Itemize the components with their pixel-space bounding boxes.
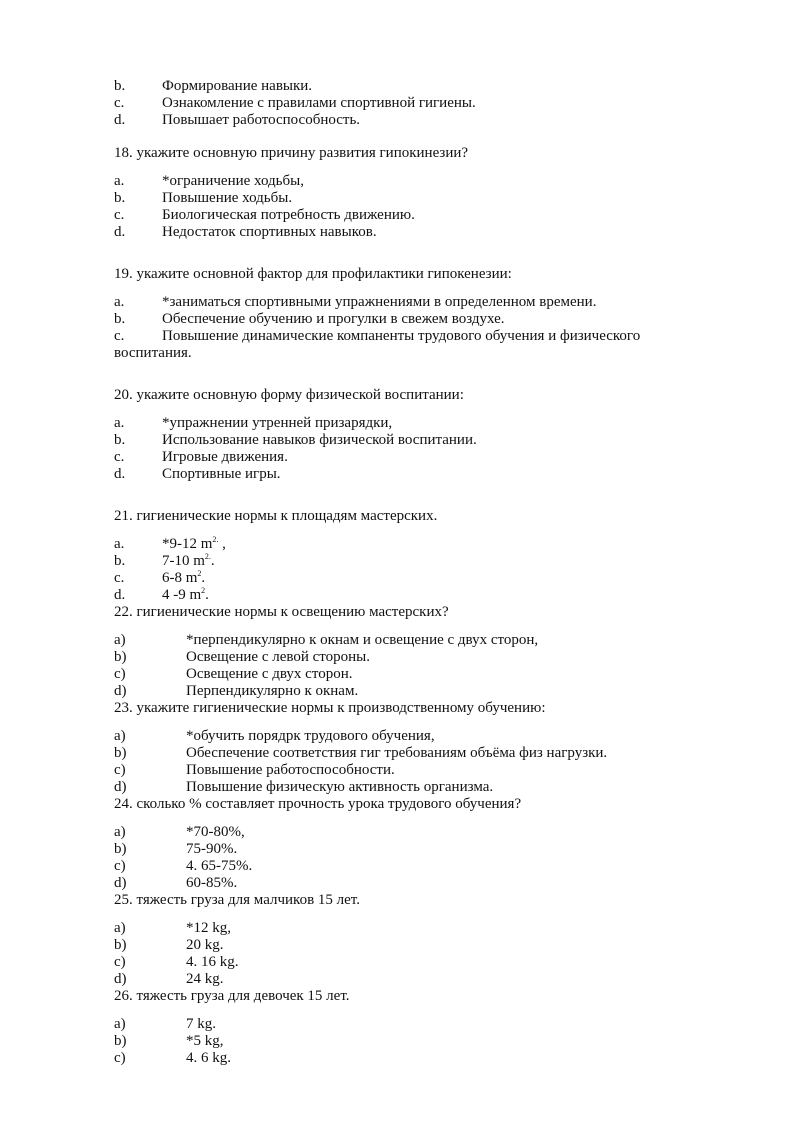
option-text: 60-85%.	[186, 875, 238, 891]
option-marker: d.	[114, 466, 126, 482]
option-text: Ознакомление с правилами спортивной гигиены.	[162, 95, 476, 111]
option-text: Повышение физическую активность организма.	[186, 779, 494, 795]
superscript: 2	[201, 586, 206, 595]
option-marker: b.	[114, 553, 126, 569]
answer-option	[114, 858, 253, 875]
answer-option	[114, 649, 370, 666]
answer-option	[114, 1050, 231, 1067]
answer-option	[114, 432, 477, 449]
question-text: 19. укажите основной фактор для профилактики гипокенезии:	[114, 266, 512, 282]
superscript: 2.	[212, 535, 219, 544]
option-marker: c)	[114, 1050, 126, 1066]
option-text: *обучить порядрк трудового обучения,	[186, 728, 435, 744]
option-text: Формирование навыки.	[162, 78, 313, 94]
option-text: *упражнении утренней призарядки,	[162, 415, 393, 431]
option-marker: b.	[114, 190, 126, 206]
question-text: 20. укажите основную форму физической воспитании:	[114, 387, 464, 403]
answer-option	[114, 683, 359, 700]
answer-option	[114, 666, 353, 683]
option-text: 4 -9 $m^2$.	[162, 586, 209, 603]
option-text: Повышает работоспособность.	[162, 112, 361, 128]
option-marker: b.	[114, 432, 126, 448]
answer-option	[114, 207, 415, 224]
option-text: Игровые движения.	[162, 449, 288, 465]
answer-option	[114, 920, 231, 937]
answer-option	[114, 937, 224, 954]
answer-option	[114, 779, 494, 796]
superscript: 2	[197, 569, 202, 578]
option-marker: b)	[114, 745, 127, 761]
option-text: 24 kg.	[186, 971, 224, 987]
option-marker: b)	[114, 649, 127, 665]
option-text: *12 kg,	[186, 920, 231, 936]
option-text: 7-10 $m^{2.}$.	[162, 552, 215, 569]
answer-option	[114, 78, 313, 95]
answer-option	[114, 328, 641, 345]
option-marker: c)	[114, 954, 126, 970]
answer-option	[114, 971, 224, 988]
answer-option	[114, 841, 238, 858]
option-text: Повышение работоспособности.	[186, 762, 395, 778]
option-text: Перпендикулярно к окнам.	[186, 683, 359, 699]
option-text: *5 kg,	[186, 1033, 224, 1049]
option-text: *ограничение ходьбы,	[162, 173, 304, 189]
option-text: 75-90%.	[186, 841, 238, 857]
option-text: Использование навыков физической воспитании.	[162, 432, 477, 448]
answer-option	[114, 586, 209, 604]
option-marker: a)	[114, 824, 126, 840]
option-text: Освещение с двух сторон.	[186, 666, 353, 682]
answer-option	[114, 728, 435, 745]
option-text: *перпендикулярно к окнам и освещение с двух сторон,	[186, 632, 539, 648]
continuation-text: воспитания.	[114, 345, 192, 361]
option-marker: c.	[114, 95, 125, 111]
option-text: 4. 65-75%.	[186, 858, 253, 874]
option-text: Обеспечение обучению и прогулки в свежем воздухе.	[162, 311, 505, 327]
answer-option	[114, 745, 608, 762]
question-text: 18. укажите основную причину развития гипокинезии?	[114, 145, 469, 161]
question-text: 22. гигиенические нормы к освещению мастерских?	[114, 604, 449, 620]
option-marker: d)	[114, 683, 127, 699]
option-marker: a)	[114, 920, 126, 936]
option-marker: a.	[114, 536, 125, 552]
answer-option	[114, 632, 539, 649]
question-text: 26. тяжесть груза для девочек 15 лет.	[114, 988, 350, 1004]
option-text: 4. 16 kg.	[186, 954, 239, 970]
option-marker: c)	[114, 762, 126, 778]
option-marker: b)	[114, 841, 127, 857]
option-text: 20 kg.	[186, 937, 224, 953]
option-marker: a)	[114, 1016, 126, 1032]
option-marker: d.	[114, 587, 126, 603]
answer-option	[114, 535, 226, 553]
question-text: 23. укажите гигиенические нормы к производственному обучению:	[114, 700, 546, 716]
option-marker: c.	[114, 570, 125, 586]
option-marker: c.	[114, 207, 125, 223]
option-text: 4. 6 kg.	[186, 1050, 231, 1066]
option-marker: d.	[114, 112, 126, 128]
answer-option	[114, 824, 245, 841]
option-text: 7 kg.	[186, 1016, 216, 1032]
option-marker: a.	[114, 173, 125, 189]
option-marker: c.	[114, 328, 125, 344]
question-text: 21. гигиенические нормы к площадям мастерских.	[114, 508, 438, 524]
answer-option	[114, 466, 281, 483]
option-text: Освещение с левой стороны.	[186, 649, 370, 665]
option-marker: a.	[114, 294, 125, 310]
option-text: Повышение ходьбы.	[162, 190, 293, 206]
option-text: 6-8 $m^2$.	[162, 569, 206, 586]
answer-option	[114, 762, 395, 779]
answer-option	[114, 294, 597, 311]
answer-option	[114, 1016, 216, 1033]
answer-option	[114, 954, 239, 971]
option-marker: d)	[114, 875, 127, 891]
answer-option	[114, 1033, 224, 1050]
option-marker: a)	[114, 728, 126, 744]
question-text: 24. сколько % составляет прочность урока трудового обучения?	[114, 796, 522, 812]
answer-option	[114, 311, 505, 328]
superscript: 2.	[204, 552, 211, 561]
option-text: *заниматься спортивными упражнениями в определенном времени.	[162, 294, 597, 310]
option-marker: d)	[114, 971, 127, 987]
answer-option	[114, 415, 393, 432]
answer-option	[114, 190, 293, 207]
answer-option	[114, 449, 288, 466]
option-text: Обеспечение соответствия гиг требованиям объёма физ нагрузки.	[186, 745, 608, 761]
answer-option	[114, 95, 476, 112]
option-marker: c)	[114, 858, 126, 874]
option-marker: b)	[114, 1033, 127, 1049]
option-text: Повышение динамические компаненты трудового обучения и физического	[162, 328, 641, 344]
option-marker: d)	[114, 779, 127, 795]
answer-option	[114, 224, 377, 241]
answer-option	[114, 112, 361, 129]
option-marker: a)	[114, 632, 126, 648]
option-marker: a.	[114, 415, 125, 431]
option-marker: c)	[114, 666, 126, 682]
option-marker: b.	[114, 78, 126, 94]
option-text: *70-80%,	[186, 824, 245, 840]
answer-option	[114, 552, 215, 570]
option-marker: b)	[114, 937, 127, 953]
option-marker: c.	[114, 449, 125, 465]
answer-option	[114, 173, 304, 190]
option-text: *9-12 $m^{2.}$ ,	[162, 535, 226, 552]
option-text: Биологическая потребность движению.	[162, 207, 415, 223]
answer-option	[114, 569, 206, 587]
option-marker: b.	[114, 311, 126, 327]
option-text: Недостаток спортивных навыков.	[162, 224, 377, 240]
question-text: 25. тяжесть груза для малчиков 15 лет.	[114, 892, 360, 908]
answer-option	[114, 875, 238, 892]
option-text: Спортивные игры.	[162, 466, 281, 482]
option-marker: d.	[114, 224, 126, 240]
